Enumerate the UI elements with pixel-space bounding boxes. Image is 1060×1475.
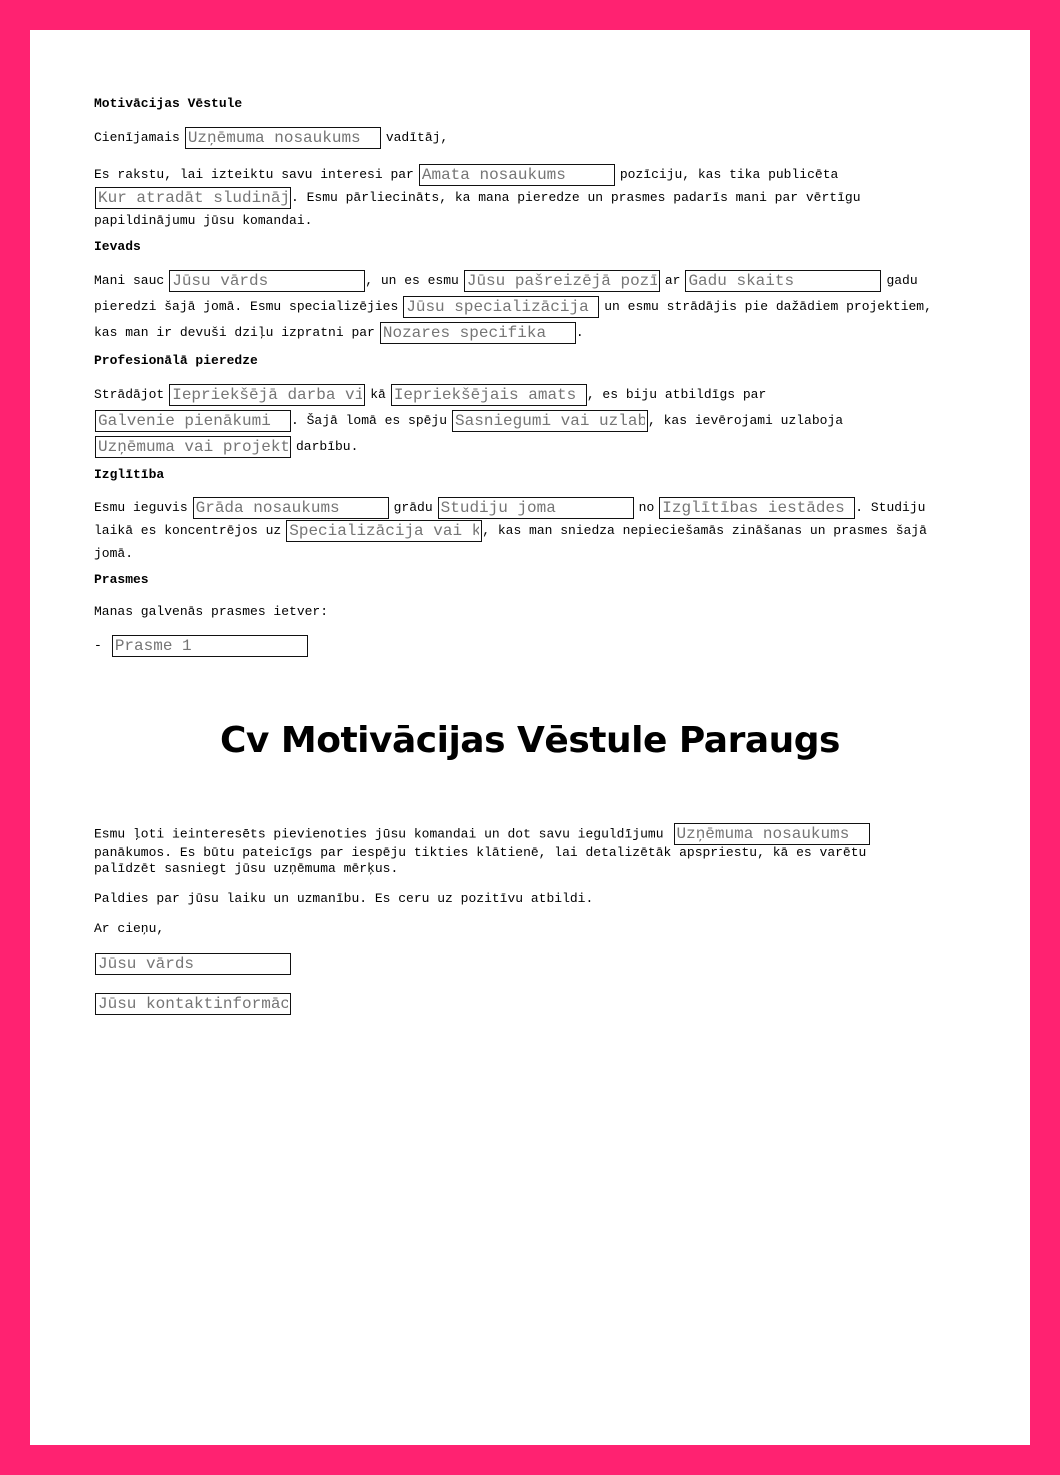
letter-preview-frame <box>30 30 1030 662</box>
company-or-project-field[interactable] <box>95 436 291 458</box>
section-heading-izglitiba: Izglītība <box>94 467 165 482</box>
closing-text: panākumos. Es būtu pateicīgs par iespēju tikties klātienē, lai detalizētāk apspriestu, kā es varētu palīdzēt sasniegt jūsu uzņēmuma mērķus. <box>94 845 867 876</box>
ad-source-field[interactable] <box>95 187 291 209</box>
letter-content <box>94 94 962 659</box>
intro-text: pozīciju, kas tika publicēta <box>619 167 839 182</box>
section-heading-ievads: Ievads <box>94 239 141 254</box>
skill-list-item <box>94 633 962 659</box>
pieredze-text: . Šajā lomā es spēju <box>291 413 448 428</box>
closing-text: Esmu ļoti ieinteresēts pievienoties jūsu komandai un dot savu ieguldījumu <box>94 826 664 842</box>
section-heading-prasmes: Prasmes <box>94 572 149 587</box>
thanks-line: Paldies par jūsu laiku un uzmanību. Es ceru uz pozitīvu atbildi. <box>94 891 594 906</box>
salutation-paragraph <box>94 125 962 151</box>
izglitiba-text: no <box>638 500 655 515</box>
closing-section <box>94 823 962 1015</box>
ievads-text: , un es esmu <box>365 273 459 288</box>
regards-line: Ar cieņu, <box>94 921 165 936</box>
section-heading-pieredze: Profesionālā pieredze <box>94 353 258 368</box>
your-name-field[interactable] <box>169 270 365 292</box>
page-title: Cv Motivācijas Vēstule Paraugs <box>220 720 840 761</box>
ievads-paragraph <box>94 268 962 346</box>
bullet-dash: - <box>94 638 102 653</box>
prasmes-intro: Manas galvenās prasmes ietver: <box>94 604 329 619</box>
pieredze-text: darbību. <box>296 439 359 454</box>
contact-info-field[interactable] <box>95 993 291 1015</box>
specialization-field[interactable] <box>403 296 599 318</box>
pieredze-text: Strādājot <box>94 387 165 402</box>
main-duties-field[interactable] <box>95 410 291 432</box>
intro-text: . Esmu pārliecināts, ka mana pieredze un prasmes padarīs mani par vērtīgu papildinājumu jūsu komandai. <box>94 190 861 228</box>
pieredze-text: , kas ievērojami uzlaboja <box>648 413 844 428</box>
ievads-text: un esmu strādājis pie dažādiem projektiem, kas man ir devuši dziļu izpratni par <box>94 299 932 340</box>
previous-workplace-field[interactable] <box>169 384 365 406</box>
previous-role-field[interactable] <box>391 384 587 406</box>
closing-paragraph <box>94 823 962 877</box>
izglitiba-text: . Studiju laikā es koncentrējos uz <box>94 500 926 538</box>
intro-paragraph <box>94 163 962 232</box>
industry-specifics-field[interactable] <box>380 322 576 344</box>
current-position-field[interactable] <box>464 270 660 292</box>
pieredze-paragraph <box>94 382 962 460</box>
closing-company-name-field[interactable] <box>674 823 870 845</box>
izglitiba-text: , kas man sniedza nepieciešamās zināšanas un prasmes šajā jomā. <box>94 523 927 561</box>
company-name-field[interactable] <box>185 127 381 149</box>
page-sheet <box>30 30 1030 1445</box>
salutation-text-after: vadītāj, <box>385 130 449 145</box>
degree-name-field[interactable] <box>193 497 389 519</box>
job-title-field[interactable] <box>419 164 615 186</box>
achievements-field[interactable] <box>452 410 648 432</box>
institution-field[interactable] <box>659 497 855 519</box>
izglitiba-text: Esmu ieguvis <box>94 500 188 515</box>
pieredze-text: kā <box>370 387 386 402</box>
salutation-text: Cienījamais <box>94 130 180 145</box>
skill-1-field[interactable] <box>112 635 308 657</box>
izglitiba-paragraph <box>94 496 962 565</box>
specialization-courses-field[interactable] <box>286 520 482 542</box>
pieredze-text: , es biju atbildīgs par <box>586 387 767 402</box>
ievads-text: gadu pieredzi šajā jomā. Esmu specializējies <box>94 273 918 314</box>
intro-text: Es rakstu, lai izteiktu savu interesi par <box>94 167 414 182</box>
ievads-text: ar <box>664 273 681 288</box>
izglitiba-text: grādu <box>393 500 433 515</box>
study-field-field[interactable] <box>438 497 634 519</box>
years-count-field[interactable] <box>685 270 881 292</box>
ievads-text: . <box>575 325 584 340</box>
ievads-text: Mani sauc <box>94 273 165 288</box>
letter-heading: Motivācijas Vēstule <box>94 96 243 111</box>
signature-name-field[interactable] <box>95 953 291 975</box>
